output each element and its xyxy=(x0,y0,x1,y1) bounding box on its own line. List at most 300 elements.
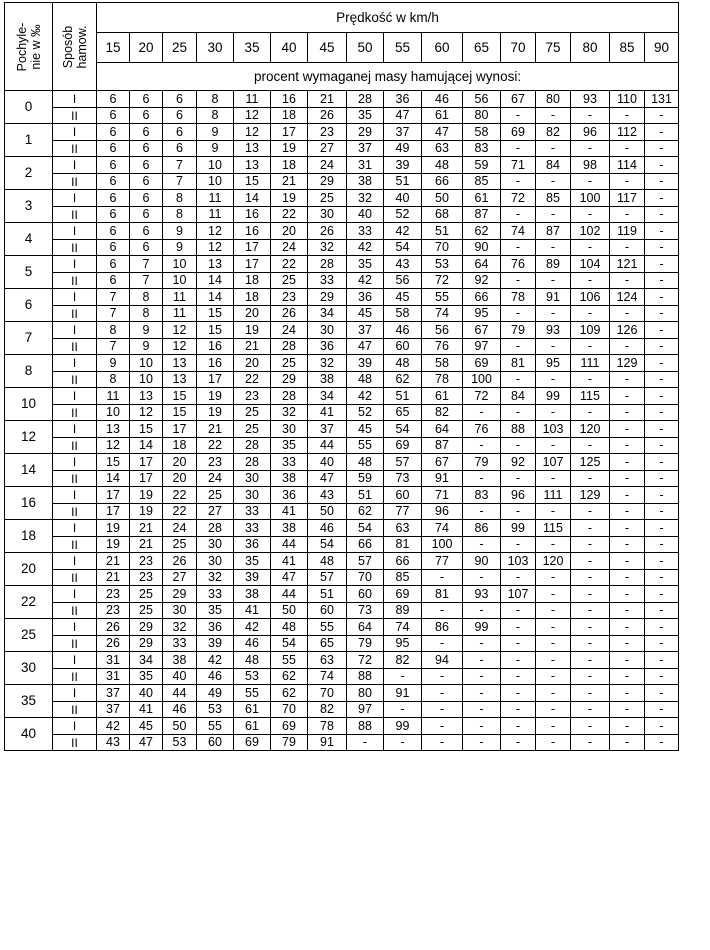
value-cell: 48 xyxy=(308,553,347,570)
value-cell: 91 xyxy=(422,471,463,487)
braking-mode-cell: II xyxy=(53,537,97,553)
value-cell: 8 xyxy=(197,108,234,124)
value-cell: - xyxy=(610,372,645,388)
table-row xyxy=(5,157,679,174)
value-cell: 111 xyxy=(571,355,610,372)
inclination-cell: 35 xyxy=(5,685,53,718)
value-cell: 92 xyxy=(463,273,501,289)
value-cell: - xyxy=(463,669,501,685)
value-cell: 47 xyxy=(271,570,308,586)
value-cell: 32 xyxy=(308,355,347,372)
value-cell: - xyxy=(645,735,679,751)
value-cell: - xyxy=(645,520,679,537)
value-cell: 32 xyxy=(163,619,197,636)
value-cell: 21 xyxy=(234,339,271,355)
value-cell: 45 xyxy=(347,421,384,438)
value-cell: 6 xyxy=(163,141,197,157)
value-cell: 29 xyxy=(130,619,163,636)
value-cell: 88 xyxy=(347,718,384,735)
speed-cell: 85 xyxy=(610,33,645,63)
value-cell: 42 xyxy=(347,388,384,405)
value-cell: 56 xyxy=(463,91,501,108)
value-cell: 17 xyxy=(97,487,130,504)
value-cell: 6 xyxy=(97,223,130,240)
value-cell: 24 xyxy=(271,240,308,256)
value-cell: - xyxy=(501,207,536,223)
value-cell: 21 xyxy=(308,91,347,108)
value-cell: 51 xyxy=(384,388,422,405)
value-cell: 49 xyxy=(197,685,234,702)
value-cell: 78 xyxy=(501,289,536,306)
value-cell: 6 xyxy=(130,91,163,108)
value-cell: 82 xyxy=(384,652,422,669)
value-cell: 129 xyxy=(571,487,610,504)
inclination-cell: 7 xyxy=(5,322,53,355)
value-cell: - xyxy=(645,124,679,141)
value-cell: 90 xyxy=(463,240,501,256)
value-cell: 76 xyxy=(422,339,463,355)
value-cell: 28 xyxy=(271,388,308,405)
value-cell: 23 xyxy=(130,570,163,586)
value-cell: - xyxy=(463,735,501,751)
value-cell: 7 xyxy=(163,157,197,174)
inclination-cell: 20 xyxy=(5,553,53,586)
value-cell: 66 xyxy=(384,553,422,570)
value-cell: 37 xyxy=(347,322,384,339)
value-cell: 55 xyxy=(197,718,234,735)
value-cell: 46 xyxy=(308,520,347,537)
braking-mode-cell: I xyxy=(53,553,97,570)
value-cell: 76 xyxy=(501,256,536,273)
table-row xyxy=(5,207,679,223)
value-cell: 18 xyxy=(163,438,197,454)
value-cell: 102 xyxy=(571,223,610,240)
value-cell: 80 xyxy=(463,108,501,124)
value-cell: 48 xyxy=(347,454,384,471)
value-cell: 6 xyxy=(130,141,163,157)
value-cell: 131 xyxy=(645,91,679,108)
braking-mode-cell: I xyxy=(53,685,97,702)
value-cell: 28 xyxy=(347,91,384,108)
value-cell: - xyxy=(610,141,645,157)
value-cell: 34 xyxy=(308,306,347,322)
value-cell: 19 xyxy=(97,520,130,537)
value-cell: 26 xyxy=(271,306,308,322)
value-cell: 79 xyxy=(501,322,536,339)
value-cell: 18 xyxy=(234,273,271,289)
value-cell: 29 xyxy=(163,586,197,603)
braking-mode-cell: II xyxy=(53,240,97,256)
value-cell: - xyxy=(610,405,645,421)
value-cell: 117 xyxy=(610,190,645,207)
value-cell: 91 xyxy=(536,289,571,306)
value-cell: - xyxy=(536,718,571,735)
inclination-cell: 0 xyxy=(5,91,53,124)
braking-mode-cell: I xyxy=(53,190,97,207)
value-cell: 17 xyxy=(97,504,130,520)
value-cell: 62 xyxy=(347,504,384,520)
value-cell: 125 xyxy=(571,454,610,471)
value-cell: 50 xyxy=(422,190,463,207)
value-cell: - xyxy=(645,190,679,207)
value-cell: 103 xyxy=(536,421,571,438)
value-cell: 21 xyxy=(130,520,163,537)
value-cell: 104 xyxy=(571,256,610,273)
value-cell: 22 xyxy=(163,487,197,504)
value-cell: 53 xyxy=(234,669,271,685)
value-cell: 54 xyxy=(347,520,384,537)
value-cell: - xyxy=(571,553,610,570)
value-cell: 60 xyxy=(384,487,422,504)
value-cell: 29 xyxy=(271,372,308,388)
speed-cell: 20 xyxy=(130,33,163,63)
value-cell: 46 xyxy=(197,669,234,685)
value-cell: 39 xyxy=(384,157,422,174)
table-row xyxy=(5,190,679,207)
value-cell: 8 xyxy=(130,289,163,306)
value-cell: - xyxy=(645,289,679,306)
value-cell: 25 xyxy=(130,586,163,603)
value-cell: 13 xyxy=(163,372,197,388)
value-cell: 69 xyxy=(234,735,271,751)
value-cell: - xyxy=(384,669,422,685)
value-cell: 63 xyxy=(384,520,422,537)
value-cell: 11 xyxy=(197,190,234,207)
value-cell: 19 xyxy=(197,388,234,405)
table-row xyxy=(5,586,679,603)
value-cell: 6 xyxy=(130,124,163,141)
value-cell: 79 xyxy=(347,636,384,652)
value-cell: 57 xyxy=(308,570,347,586)
value-cell: 38 xyxy=(271,471,308,487)
value-cell: - xyxy=(536,504,571,520)
value-cell: 11 xyxy=(97,388,130,405)
value-cell: 74 xyxy=(308,669,347,685)
value-cell: - xyxy=(501,718,536,735)
braking-mode-cell: I xyxy=(53,124,97,141)
table-row xyxy=(5,124,679,141)
value-cell: - xyxy=(610,669,645,685)
braking-mode-header-line-1: Sposób xyxy=(60,25,75,68)
value-cell: 8 xyxy=(97,372,130,388)
value-cell: 16 xyxy=(197,355,234,372)
value-cell: 28 xyxy=(234,454,271,471)
value-cell: 70 xyxy=(308,685,347,702)
value-cell: 111 xyxy=(536,487,571,504)
braking-mode-cell: I xyxy=(53,355,97,372)
inclination-cell: 3 xyxy=(5,190,53,223)
value-cell: 69 xyxy=(271,718,308,735)
braking-mode-cell: II xyxy=(53,207,97,223)
value-cell: - xyxy=(536,141,571,157)
value-cell: 96 xyxy=(501,487,536,504)
value-cell: 14 xyxy=(234,190,271,207)
value-cell: 90 xyxy=(463,553,501,570)
value-cell: 88 xyxy=(347,669,384,685)
table-row xyxy=(5,289,679,306)
value-cell: 17 xyxy=(130,454,163,471)
value-cell: - xyxy=(610,718,645,735)
value-cell: 8 xyxy=(197,91,234,108)
value-cell: 41 xyxy=(271,553,308,570)
table-row xyxy=(5,306,679,322)
value-cell: 69 xyxy=(384,438,422,454)
value-cell: 8 xyxy=(130,306,163,322)
value-cell: - xyxy=(645,322,679,339)
value-cell: 9 xyxy=(163,240,197,256)
value-cell: 12 xyxy=(197,240,234,256)
value-cell: - xyxy=(571,537,610,553)
value-cell: 114 xyxy=(610,157,645,174)
value-cell: - xyxy=(610,553,645,570)
value-cell: - xyxy=(571,570,610,586)
value-cell: - xyxy=(463,702,501,718)
inclination-cell: 1 xyxy=(5,124,53,157)
value-cell: 42 xyxy=(234,619,271,636)
value-cell: 6 xyxy=(97,190,130,207)
value-cell: 60 xyxy=(347,586,384,603)
braking-mode-cell: II xyxy=(53,471,97,487)
value-cell: - xyxy=(347,735,384,751)
value-cell: 26 xyxy=(97,636,130,652)
value-cell: 39 xyxy=(347,355,384,372)
value-cell: 21 xyxy=(197,421,234,438)
value-cell: 99 xyxy=(536,388,571,405)
value-cell: 74 xyxy=(384,619,422,636)
speed-cell: 60 xyxy=(422,33,463,63)
value-cell: 87 xyxy=(536,223,571,240)
value-cell: 51 xyxy=(422,223,463,240)
table-row xyxy=(5,570,679,586)
value-cell: - xyxy=(463,603,501,619)
value-cell: 61 xyxy=(422,388,463,405)
value-cell: 60 xyxy=(197,735,234,751)
value-cell: 81 xyxy=(384,537,422,553)
value-cell: 44 xyxy=(271,537,308,553)
value-cell: - xyxy=(645,240,679,256)
value-cell: - xyxy=(536,636,571,652)
value-cell: 38 xyxy=(347,174,384,190)
value-cell: 33 xyxy=(308,273,347,289)
value-cell: - xyxy=(422,735,463,751)
value-cell: 17 xyxy=(271,124,308,141)
value-cell: - xyxy=(610,702,645,718)
value-cell: 22 xyxy=(197,438,234,454)
table-row xyxy=(5,487,679,504)
inclination-cell: 22 xyxy=(5,586,53,619)
value-cell: - xyxy=(536,339,571,355)
value-cell: - xyxy=(422,718,463,735)
value-cell: - xyxy=(463,685,501,702)
value-cell: 10 xyxy=(197,157,234,174)
value-cell: 126 xyxy=(610,322,645,339)
value-cell: - xyxy=(645,471,679,487)
value-cell: - xyxy=(571,207,610,223)
value-cell: 40 xyxy=(384,190,422,207)
value-cell: - xyxy=(610,603,645,619)
inclination-cell: 10 xyxy=(5,388,53,421)
value-cell: 72 xyxy=(463,388,501,405)
value-cell: 40 xyxy=(130,685,163,702)
braking-mode-cell: II xyxy=(53,372,97,388)
value-cell: 6 xyxy=(97,141,130,157)
value-cell: - xyxy=(645,454,679,471)
value-cell: 78 xyxy=(308,718,347,735)
value-cell: 58 xyxy=(384,306,422,322)
value-cell: 9 xyxy=(163,223,197,240)
value-cell: 22 xyxy=(271,207,308,223)
value-cell: 72 xyxy=(422,273,463,289)
value-cell: - xyxy=(571,619,610,636)
value-cell: 107 xyxy=(501,586,536,603)
value-cell: - xyxy=(645,174,679,190)
inclination-header-line-1: Pochyle- xyxy=(14,22,29,71)
inclination-cell: 18 xyxy=(5,520,53,553)
braking-mode-cell: II xyxy=(53,273,97,289)
value-cell: 89 xyxy=(384,603,422,619)
value-cell: 43 xyxy=(384,256,422,273)
value-cell: - xyxy=(501,603,536,619)
value-cell: - xyxy=(571,520,610,537)
value-cell: 68 xyxy=(422,207,463,223)
value-cell: 33 xyxy=(197,586,234,603)
value-cell: 23 xyxy=(97,603,130,619)
value-cell: 8 xyxy=(163,190,197,207)
inclination-cell: 8 xyxy=(5,355,53,388)
value-cell: 72 xyxy=(347,652,384,669)
value-cell: 42 xyxy=(197,652,234,669)
value-cell: 58 xyxy=(422,355,463,372)
value-cell: - xyxy=(610,537,645,553)
value-cell: 96 xyxy=(422,504,463,520)
value-cell: 124 xyxy=(610,289,645,306)
value-cell: 79 xyxy=(463,454,501,471)
value-cell: 12 xyxy=(197,223,234,240)
value-cell: 110 xyxy=(610,91,645,108)
value-cell: 38 xyxy=(271,520,308,537)
value-cell: - xyxy=(645,718,679,735)
value-cell: - xyxy=(610,520,645,537)
value-cell: 6 xyxy=(130,207,163,223)
speed-cell: 45 xyxy=(308,33,347,63)
value-cell: 15 xyxy=(234,174,271,190)
value-cell: 7 xyxy=(130,273,163,289)
value-cell: 9 xyxy=(197,141,234,157)
value-cell: - xyxy=(536,240,571,256)
braking-mode-cell: I xyxy=(53,388,97,405)
value-cell: 82 xyxy=(536,124,571,141)
value-cell: 62 xyxy=(384,372,422,388)
table-row xyxy=(5,553,679,570)
value-cell: 71 xyxy=(501,157,536,174)
value-cell: 87 xyxy=(463,207,501,223)
value-cell: - xyxy=(645,636,679,652)
value-cell: 43 xyxy=(97,735,130,751)
value-cell: 7 xyxy=(97,289,130,306)
value-cell: - xyxy=(463,652,501,669)
braking-mode-cell: I xyxy=(53,223,97,240)
speed-cell: 50 xyxy=(347,33,384,63)
value-cell: 21 xyxy=(130,537,163,553)
value-cell: 9 xyxy=(97,355,130,372)
value-cell: 73 xyxy=(347,603,384,619)
value-cell: 18 xyxy=(234,289,271,306)
value-cell: 91 xyxy=(384,685,422,702)
value-cell: 27 xyxy=(308,141,347,157)
value-cell: 7 xyxy=(97,306,130,322)
value-cell: 35 xyxy=(234,553,271,570)
value-cell: 53 xyxy=(422,256,463,273)
value-cell: - xyxy=(645,421,679,438)
braking-mode-cell: II xyxy=(53,141,97,157)
value-cell: - xyxy=(571,108,610,124)
value-cell: - xyxy=(536,372,571,388)
value-cell: 22 xyxy=(271,256,308,273)
value-cell: 82 xyxy=(422,405,463,421)
value-cell: 13 xyxy=(163,355,197,372)
speed-cell: 15 xyxy=(97,33,130,63)
value-cell: - xyxy=(501,174,536,190)
speed-cell: 75 xyxy=(536,33,571,63)
value-cell: - xyxy=(501,405,536,421)
value-cell: 56 xyxy=(422,322,463,339)
value-cell: 55 xyxy=(234,685,271,702)
table-row xyxy=(5,240,679,256)
value-cell: 25 xyxy=(271,355,308,372)
value-cell: 30 xyxy=(234,487,271,504)
value-cell: 23 xyxy=(97,586,130,603)
value-cell: 33 xyxy=(347,223,384,240)
value-cell: - xyxy=(501,240,536,256)
value-cell: - xyxy=(645,339,679,355)
value-cell: 33 xyxy=(234,520,271,537)
braking-mode-cell: I xyxy=(53,256,97,273)
value-cell: 23 xyxy=(308,124,347,141)
value-cell: 55 xyxy=(271,652,308,669)
braking-mode-cell: II xyxy=(53,306,97,322)
value-cell: 40 xyxy=(308,454,347,471)
value-cell: 48 xyxy=(234,652,271,669)
value-cell: 39 xyxy=(234,570,271,586)
value-cell: 119 xyxy=(610,223,645,240)
value-cell: 16 xyxy=(234,207,271,223)
value-cell: 69 xyxy=(463,355,501,372)
value-cell: - xyxy=(610,388,645,405)
value-cell: - xyxy=(463,504,501,520)
value-cell: 121 xyxy=(610,256,645,273)
value-cell: 30 xyxy=(197,537,234,553)
value-cell: - xyxy=(536,405,571,421)
value-cell: 33 xyxy=(271,454,308,471)
value-cell: 25 xyxy=(234,405,271,421)
value-cell: 20 xyxy=(234,355,271,372)
inclination-cell: 14 xyxy=(5,454,53,487)
value-cell: 51 xyxy=(347,487,384,504)
value-cell: 100 xyxy=(463,372,501,388)
value-cell: 85 xyxy=(536,190,571,207)
value-cell: 69 xyxy=(384,586,422,603)
value-cell: 24 xyxy=(197,471,234,487)
value-cell: 47 xyxy=(130,735,163,751)
braking-mode-cell: II xyxy=(53,174,97,190)
value-cell: 63 xyxy=(308,652,347,669)
value-cell: 61 xyxy=(463,190,501,207)
table-row xyxy=(5,652,679,669)
value-cell: - xyxy=(384,702,422,718)
value-cell: - xyxy=(571,339,610,355)
value-cell: - xyxy=(645,438,679,454)
braking-mode-cell: I xyxy=(53,520,97,537)
